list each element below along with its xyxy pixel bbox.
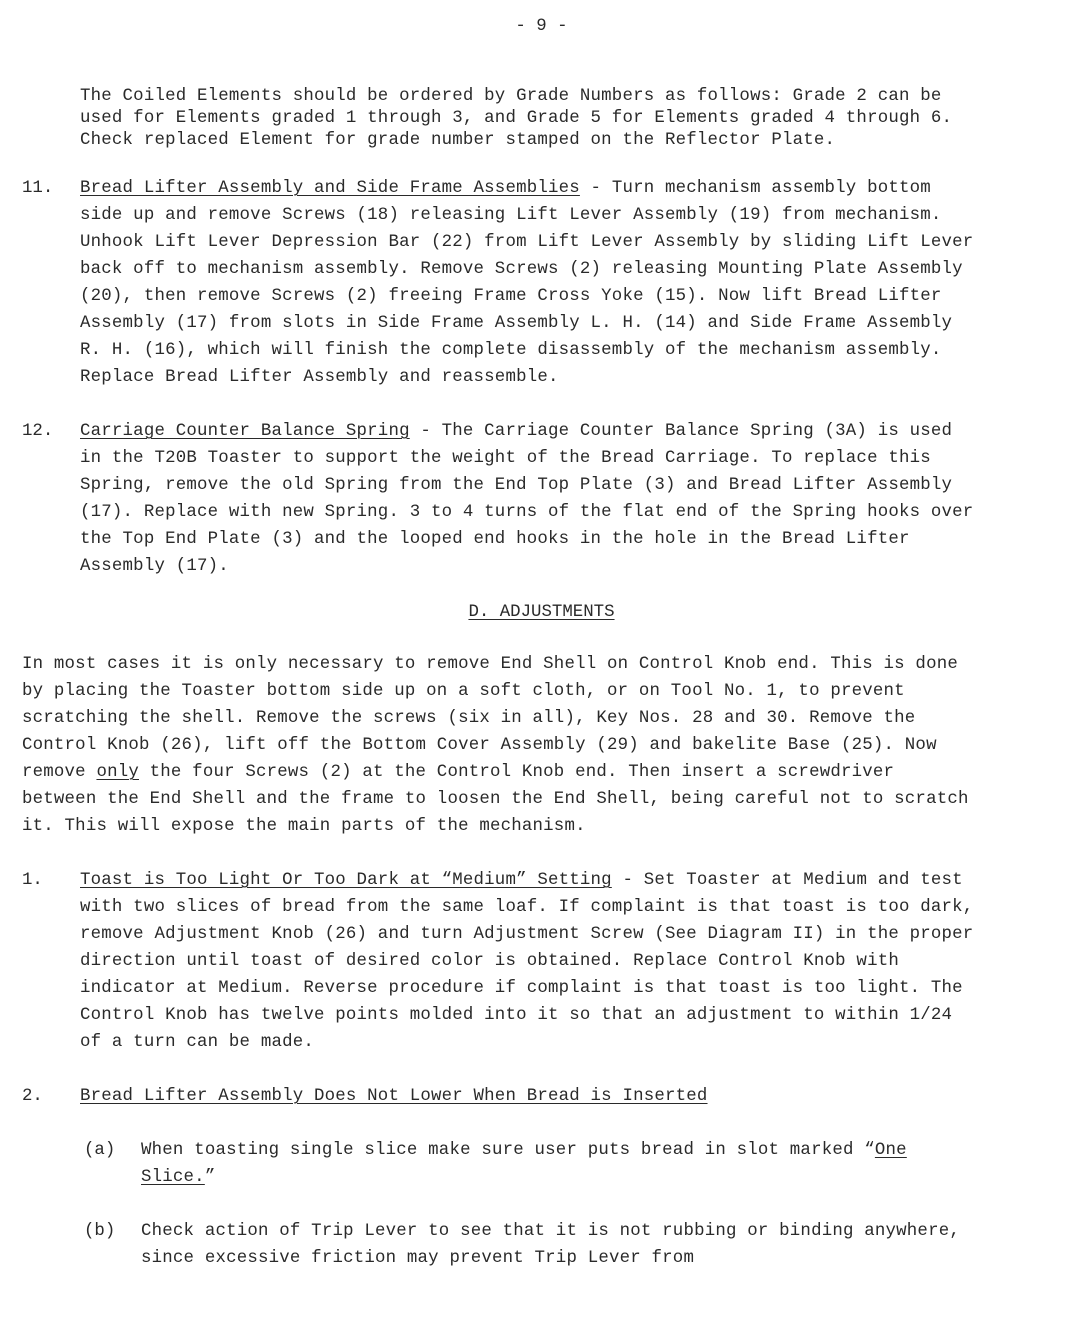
item-number: 11. [22,179,54,198]
item-line: Replace Bread Lifter Assembly and reassemble. [80,368,559,387]
item-line: the Top End Plate (3) and the looped end hooks in the hole in the Bread Lifter [80,530,910,549]
item-text: - Turn mechanism assembly bottom [579,179,931,198]
item-title: Bread Lifter Assembly and Side Frame Assemblies [80,179,580,198]
item-line: of a turn can be made. [80,1033,314,1052]
item-number: 1. [22,871,43,890]
subitem-line: Check action of Trip Lever to see that it is not rubbing or binding anywhere, [141,1222,960,1241]
item-first-line [80,418,952,445]
subitem-line [141,1137,907,1164]
item-line: Assembly (17). [80,557,229,576]
item-line: direction until toast of desired color is obtained. Replace Control Knob with [80,952,899,971]
para-line: scratching the shell. Remove the screws (six in all), Key Nos. 28 and 30. Remove the [22,709,916,728]
para-text: remove [22,763,97,782]
item-title: Bread Lifter Assembly Does Not Lower When Bread is Inserted [80,1087,708,1106]
para-line: In most cases it is only necessary to remove End Shell on Control Knob end. This is done [22,655,958,674]
subitem-text: When toasting single slice make sure user puts bread in slot marked “ [141,1141,875,1160]
subitem-emphasis: Slice. [141,1168,205,1187]
subitem-line [141,1164,215,1191]
item-line: (20), then remove Screws (2) freeing Frame Cross Yoke (15). Now lift Bread Lifter [80,287,942,306]
item-first-line [80,867,963,894]
item-text: - Set Toaster at Medium and test [611,871,963,890]
item-line: Control Knob has twelve points molded into it so that an adjustment to within 1/24 [80,1006,953,1025]
para-text: the four Screws (2) at the Control Knob end. Then insert a screwdriver [139,763,895,782]
item-number: 12. [22,422,54,441]
section-heading [0,603,1083,622]
item-text: - The Carriage Counter Balance Spring (3A) is used [409,422,953,441]
para-line: by placing the Toaster bottom side up on a soft cloth, or on Tool No. 1, to prevent [22,682,905,701]
item-line: with two slices of bread from the same loaf. If complaint is that toast is too dark, [80,898,974,917]
intro-line: The Coiled Elements should be ordered by Grade Numbers as follows: Grade 2 can be [80,87,942,106]
item-line: back off to mechanism assembly. Remove Screws (2) releasing Mounting Plate Assembly [80,260,963,279]
item-title: Toast is Too Light Or Too Dark at “Medium” Setting [80,871,612,890]
subitem-label: (a) [84,1141,116,1160]
item-line: Unhook Lift Lever Depression Bar (22) from Lift Lever Assembly by sliding Lift Lever [80,233,974,252]
item-line: (17). Replace with new Spring. 3 to 4 turns of the flat end of the Spring hooks over [80,503,974,522]
item-title: Carriage Counter Balance Spring [80,422,410,441]
item-number: 2. [22,1087,43,1106]
section-heading-text: D. ADJUSTMENTS [468,603,615,622]
para-line [22,759,894,786]
item-line: remove Adjustment Knob (26) and turn Adjustment Screw (See Diagram II) in the proper [80,925,974,944]
intro-line: Check replaced Element for grade number stamped on the Reflector Plate. [80,131,836,150]
subitem-line: since excessive friction may prevent Trip Lever from [141,1249,695,1268]
item-line: R. H. (16), which will finish the complete disassembly of the mechanism assembly. [80,341,942,360]
emphasis-only: only [96,763,139,782]
subitem-text: ” [204,1168,216,1187]
para-line: Control Knob (26), lift off the Bottom Cover Assembly (29) and bakelite Base (25). Now [22,736,937,755]
item-line: indicator at Medium. Reverse procedure if complaint is that toast is too light. The [80,979,963,998]
item-line: in the T20B Toaster to support the weight of the Bread Carriage. To replace this [80,449,931,468]
subitem-emphasis: One [874,1141,907,1160]
item-line: side up and remove Screws (18) releasing Lift Lever Assembly (19) from mechanism. [80,206,942,225]
para-line: between the End Shell and the frame to loosen the End Shell, being careful not to scratch [22,790,969,809]
intro-line: used for Elements graded 1 through 3, and Grade 5 for Elements graded 4 through 6. [80,109,953,128]
item-line: Assembly (17) from slots in Side Frame Assembly L. H. (14) and Side Frame Assembly [80,314,953,333]
item-first-line [80,1083,708,1110]
subitem-label: (b) [84,1222,116,1241]
para-line: it. This will expose the main parts of the mechanism. [22,817,586,836]
item-first-line [80,175,931,202]
item-line: Spring, remove the old Spring from the End Top Plate (3) and Bread Lifter Assembly [80,476,953,495]
page-number: - 9 - [515,17,568,36]
